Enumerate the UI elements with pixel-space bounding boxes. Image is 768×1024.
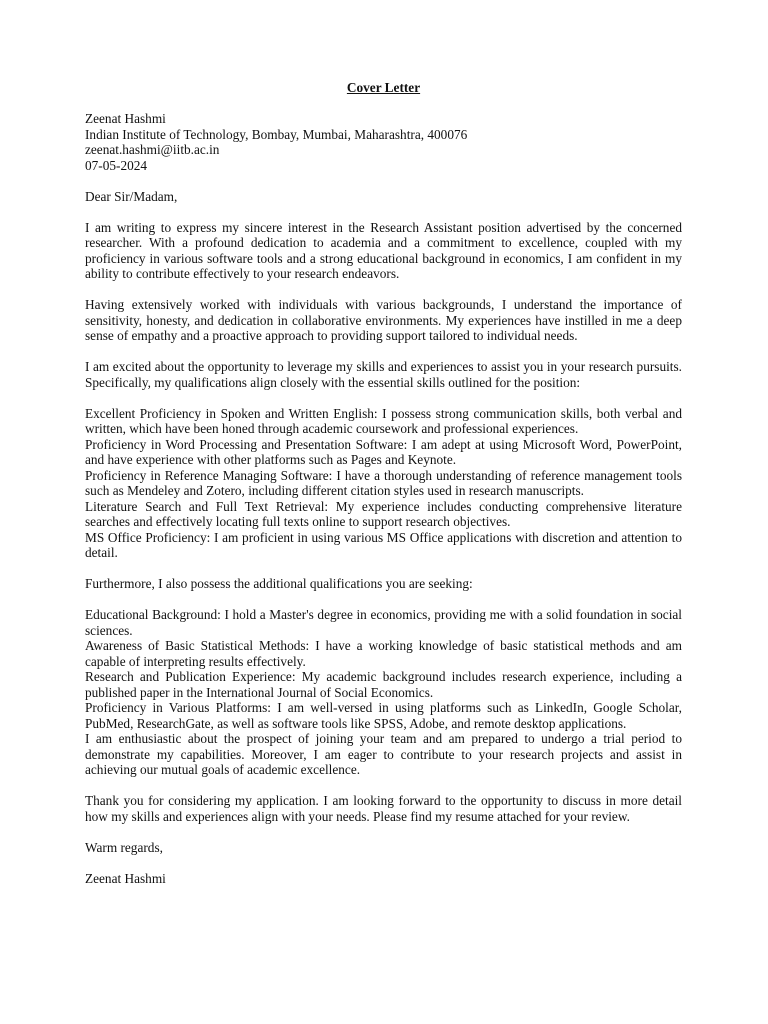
intro-paragraph: I am excited about the opportunity to leverage my skills and experiences to assist you in your research pursuits. Specifically, my qualifications align closely with the essential skills outlined for the position: <box>85 359 682 390</box>
additional-intro: Furthermore, I also possess the additional qualifications you are seeking: <box>85 576 473 591</box>
skill-item: Excellent Proficiency in Spoken and Written English: I possess strong communication skills, both verbal and written, which have been honed through academic coursework and professional experiences. <box>85 405 682 436</box>
closing-paragraph: Thank you for considering my application. I am looking forward to the opportunity to discuss in more detail how my skills and experiences align with your needs. Please find my resume attached for your review. <box>85 793 682 824</box>
qualification-item: Educational Background: I hold a Master's degree in economics, providing me with a solid foundation in social sciences. <box>85 607 682 638</box>
sender-name: Zeenat Hashmi <box>85 111 166 126</box>
intro-paragraph: I am writing to express my sincere interest in the Research Assistant position advertised by the concerned researcher. With a profound dedication to academia and a commitment to excellence, coupled with my proficiency in various software tools and a strong educational background in economics, I am confident in my ability to contribute effectively to your research endeavors. <box>85 219 682 281</box>
additional-qualifications-list <box>85 607 682 778</box>
sender-address: Indian Institute of Technology, Bombay, Mumbai, Maharashtra, 400076 <box>85 126 468 142</box>
signature: Zeenat Hashmi <box>85 870 166 886</box>
qualification-item: Awareness of Basic Statistical Methods: I have a working knowledge of basic statistical methods and am capable of interpreting results effectively. <box>85 638 682 669</box>
cover-letter-page <box>85 80 682 886</box>
sender-email: zeenat.hashmi@iitb.ac.in <box>85 142 220 157</box>
qualification-item: I am enthusiastic about the prospect of joining your team and am prepared to undergo a trial period to demonstrate my capabilities. Moreover, I am eager to contribute to your research projects and assist in achieving our mutual goals of academic excellence. <box>85 731 682 777</box>
sender-block <box>85 111 682 173</box>
skill-item: MS Office Proficiency: I am proficient in using various MS Office applications with discretion and attention to detail. <box>85 529 682 560</box>
sign-off: Warm regards, <box>85 839 163 855</box>
skill-item: Literature Search and Full Text Retrieval: My experience includes conducting comprehensive literature searches and effectively locating full texts online to support research objectives. <box>85 498 682 529</box>
qualification-item: Research and Publication Experience: My academic background includes research experience, including a published paper in the International Journal of Social Economics. <box>85 669 682 700</box>
letter-date: 07-05-2024 <box>85 157 148 173</box>
salutation: Dear Sir/Madam, <box>85 188 178 204</box>
intro-paragraph: Having extensively worked with individuals with various backgrounds, I understand the importance of sensitivity, honesty, and dedication in collaborative environments. My experiences have instilled in me a deep sense of empathy and a proactive approach to providing support tailored to individual needs. <box>85 297 682 343</box>
skill-item: Proficiency in Word Processing and Presentation Software: I am adept at using Microsoft Word, PowerPoint, and have experience with other platforms such as Pages and Keynote. <box>85 436 682 467</box>
qualification-item: Proficiency in Various Platforms: I am well-versed in using platforms such as LinkedIn, Google Scholar, PubMed, ResearchGate, as well as software tools like SPSS, Adobe, and remote desktop applications. <box>85 700 682 731</box>
page-title: Cover Letter <box>346 80 421 95</box>
essential-skills-list <box>85 406 682 561</box>
skill-item: Proficiency in Reference Managing Software: I have a thorough understanding of reference management tools such as Mendeley and Zotero, including different citation styles used in research manuscripts. <box>85 467 682 498</box>
